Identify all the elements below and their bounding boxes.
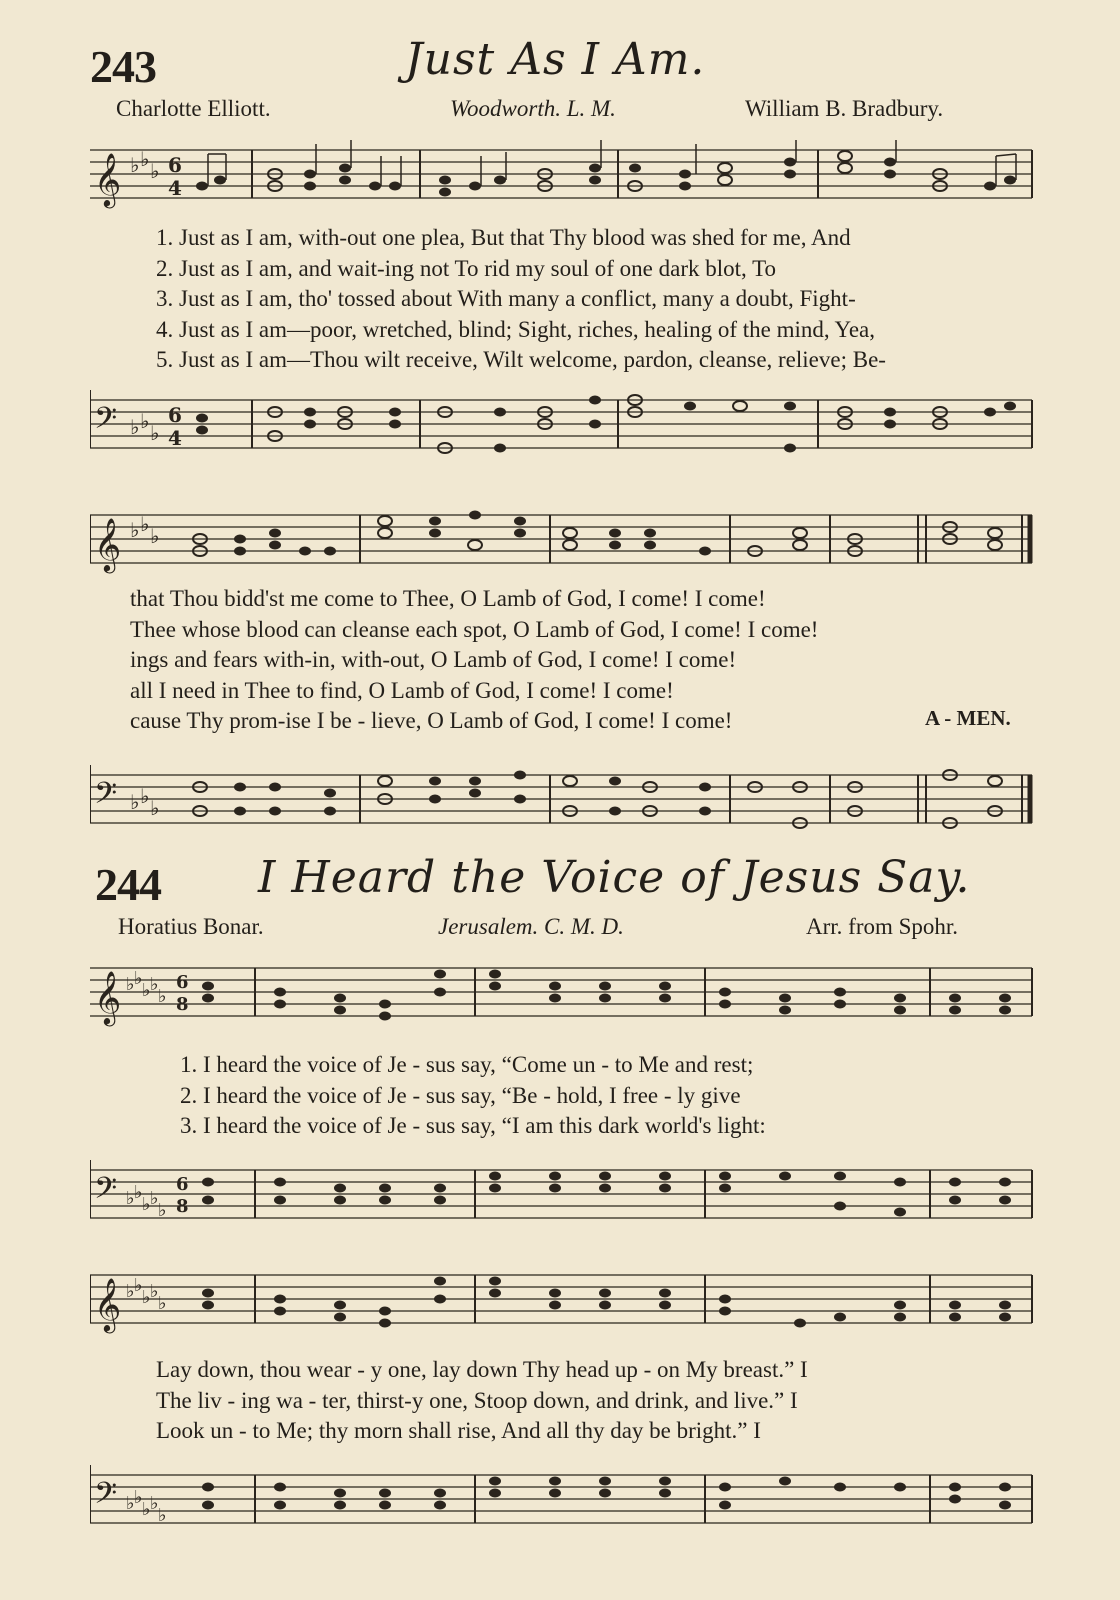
hymn-number: 244 — [95, 859, 161, 910]
svg-text:𝄢: 𝄢 — [94, 777, 118, 818]
lyric-line: 3. Just as I am, tho' tossed about With many a conflict, many a doubt, Fight- — [156, 286, 856, 311]
svg-text:♭: ♭ — [150, 421, 160, 445]
svg-text:𝄢: 𝄢 — [94, 402, 118, 443]
bass-staff — [90, 1160, 1035, 1230]
svg-text:♭: ♭ — [134, 1182, 143, 1203]
svg-text:♭: ♭ — [126, 1281, 135, 1302]
svg-text:♭: ♭ — [140, 784, 150, 808]
svg-text:♭: ♭ — [150, 1281, 159, 1302]
bass-staff — [90, 1465, 1035, 1535]
svg-text:♭: ♭ — [142, 980, 151, 1001]
lyric-line: 1. I heard the voice of Je - sus say, “Come un - to Me and rest; — [180, 1052, 754, 1077]
svg-text:♭: ♭ — [158, 1505, 167, 1526]
svg-text:♭: ♭ — [134, 968, 143, 989]
svg-text:♭: ♭ — [134, 1487, 143, 1508]
svg-text:♭: ♭ — [158, 1293, 167, 1314]
svg-text:4: 4 — [168, 426, 182, 450]
svg-text:♭: ♭ — [158, 1200, 167, 1221]
svg-text:8: 8 — [176, 1196, 189, 1217]
svg-text:♭: ♭ — [130, 790, 140, 814]
svg-text:♭: ♭ — [150, 796, 160, 820]
svg-text:♭: ♭ — [150, 524, 160, 548]
bass-staff — [90, 390, 1035, 460]
lyric-line: 4. Just as I am—poor, wretched, blind; Sight, riches, healing of the mind, Yea, — [156, 316, 875, 342]
svg-text:6: 6 — [168, 403, 182, 427]
verses-243-part2 — [130, 584, 818, 737]
svg-text:♭: ♭ — [126, 1188, 135, 1209]
svg-text:♭: ♭ — [130, 415, 140, 439]
lyric-line: ings and fears with-in, with-out, O Lamb of God, I come! I come! — [130, 647, 737, 672]
svg-text:6: 6 — [176, 1174, 189, 1195]
lyric-line: cause Thy prom-ise I be - lieve, O Lamb of God, I come! I come! — [130, 708, 733, 733]
amen-label: A - MEN. — [925, 706, 1011, 730]
lyric-line: The liv - ing wa - ter, thirst-y one, Stoop down, and drink, and live.” I — [156, 1387, 798, 1413]
composer-credit: William B. Bradbury. — [745, 96, 944, 121]
svg-text:𝄞: 𝄞 — [94, 152, 122, 206]
hymn-title: I Heard the Voice of Jesus Say. — [258, 852, 971, 903]
svg-text:♭: ♭ — [142, 1499, 151, 1520]
lyric-line: all I need in Thee to find, O Lamb of God, I come! I come! — [130, 677, 674, 703]
svg-text:♭: ♭ — [140, 409, 150, 433]
tune-name: Woodworth. L. M. — [450, 96, 616, 121]
treble-staff — [90, 505, 1035, 575]
svg-text:6: 6 — [168, 153, 182, 177]
svg-text:♭: ♭ — [126, 1493, 135, 1514]
svg-text:♭: ♭ — [126, 974, 135, 995]
svg-text:♭: ♭ — [150, 974, 159, 995]
tune-name: Jerusalem. C. M. D. — [438, 914, 624, 939]
hymn-title: Just As I Am. — [405, 34, 706, 85]
bass-staff — [90, 765, 1035, 835]
lyric-line: Lay down, thou wear - y one, lay down Thy head up - on My breast.” I — [156, 1357, 808, 1382]
svg-text:♭: ♭ — [150, 1188, 159, 1209]
composer-credit: Arr. from Spohr. — [806, 914, 959, 939]
svg-text:4: 4 — [168, 176, 182, 200]
author-credit: Horatius Bonar. — [118, 914, 264, 939]
svg-text:𝄢: 𝄢 — [94, 1477, 118, 1518]
svg-text:♭: ♭ — [130, 153, 140, 177]
svg-text:♭: ♭ — [140, 147, 150, 171]
lyric-line: 2. Just as I am, and wait-ing not To rid my soul of one dark blot, To — [156, 255, 777, 281]
svg-text:𝄞: 𝄞 — [94, 1277, 122, 1331]
hymn-number: 243 — [90, 41, 156, 92]
lyric-line: 3. I heard the voice of Je - sus say, “I am this dark world's light: — [180, 1113, 766, 1138]
lyric-line: Thee whose blood can cleanse each spot, O Lamb of God, I come! I come! — [130, 616, 819, 642]
treble-staff — [90, 958, 1035, 1028]
verses-244-part2 — [156, 1355, 808, 1447]
svg-text:♭: ♭ — [134, 1275, 143, 1296]
treble-staff — [90, 140, 1035, 210]
svg-text:♭: ♭ — [150, 159, 160, 183]
svg-text:𝄞: 𝄞 — [94, 970, 122, 1024]
svg-text:♭: ♭ — [140, 512, 150, 536]
lyric-line: 1. Just as I am, with-out one plea, But that Thy blood was shed for me, And — [156, 225, 851, 250]
svg-text:♭: ♭ — [142, 1287, 151, 1308]
lyric-line: 2. I heard the voice of Je - sus say, “Be - hold, I free - ly give — [180, 1082, 741, 1108]
svg-text:♭: ♭ — [150, 1493, 159, 1514]
lyric-line: 5. Just as I am—Thou wilt receive, Wilt welcome, pardon, cleanse, relieve; Be- — [156, 347, 886, 372]
svg-text:♭: ♭ — [142, 1194, 151, 1215]
verses-244-part1 — [180, 1050, 766, 1142]
svg-text:𝄢: 𝄢 — [94, 1172, 118, 1213]
author-credit: Charlotte Elliott. — [116, 96, 271, 121]
treble-staff — [90, 1265, 1035, 1335]
svg-text:♭: ♭ — [158, 986, 167, 1007]
svg-text:♭: ♭ — [130, 518, 140, 542]
verses-243-part1 — [156, 223, 886, 376]
lyric-line: that Thou bidd'st me come to Thee, O Lamb of God, I come! I come! — [130, 586, 766, 611]
svg-text:𝄞: 𝄞 — [94, 517, 122, 571]
svg-text:6: 6 — [176, 972, 189, 993]
svg-text:8: 8 — [176, 994, 189, 1015]
lyric-line: Look un - to Me; thy morn shall rise, And all thy day be bright.” I — [156, 1418, 761, 1443]
